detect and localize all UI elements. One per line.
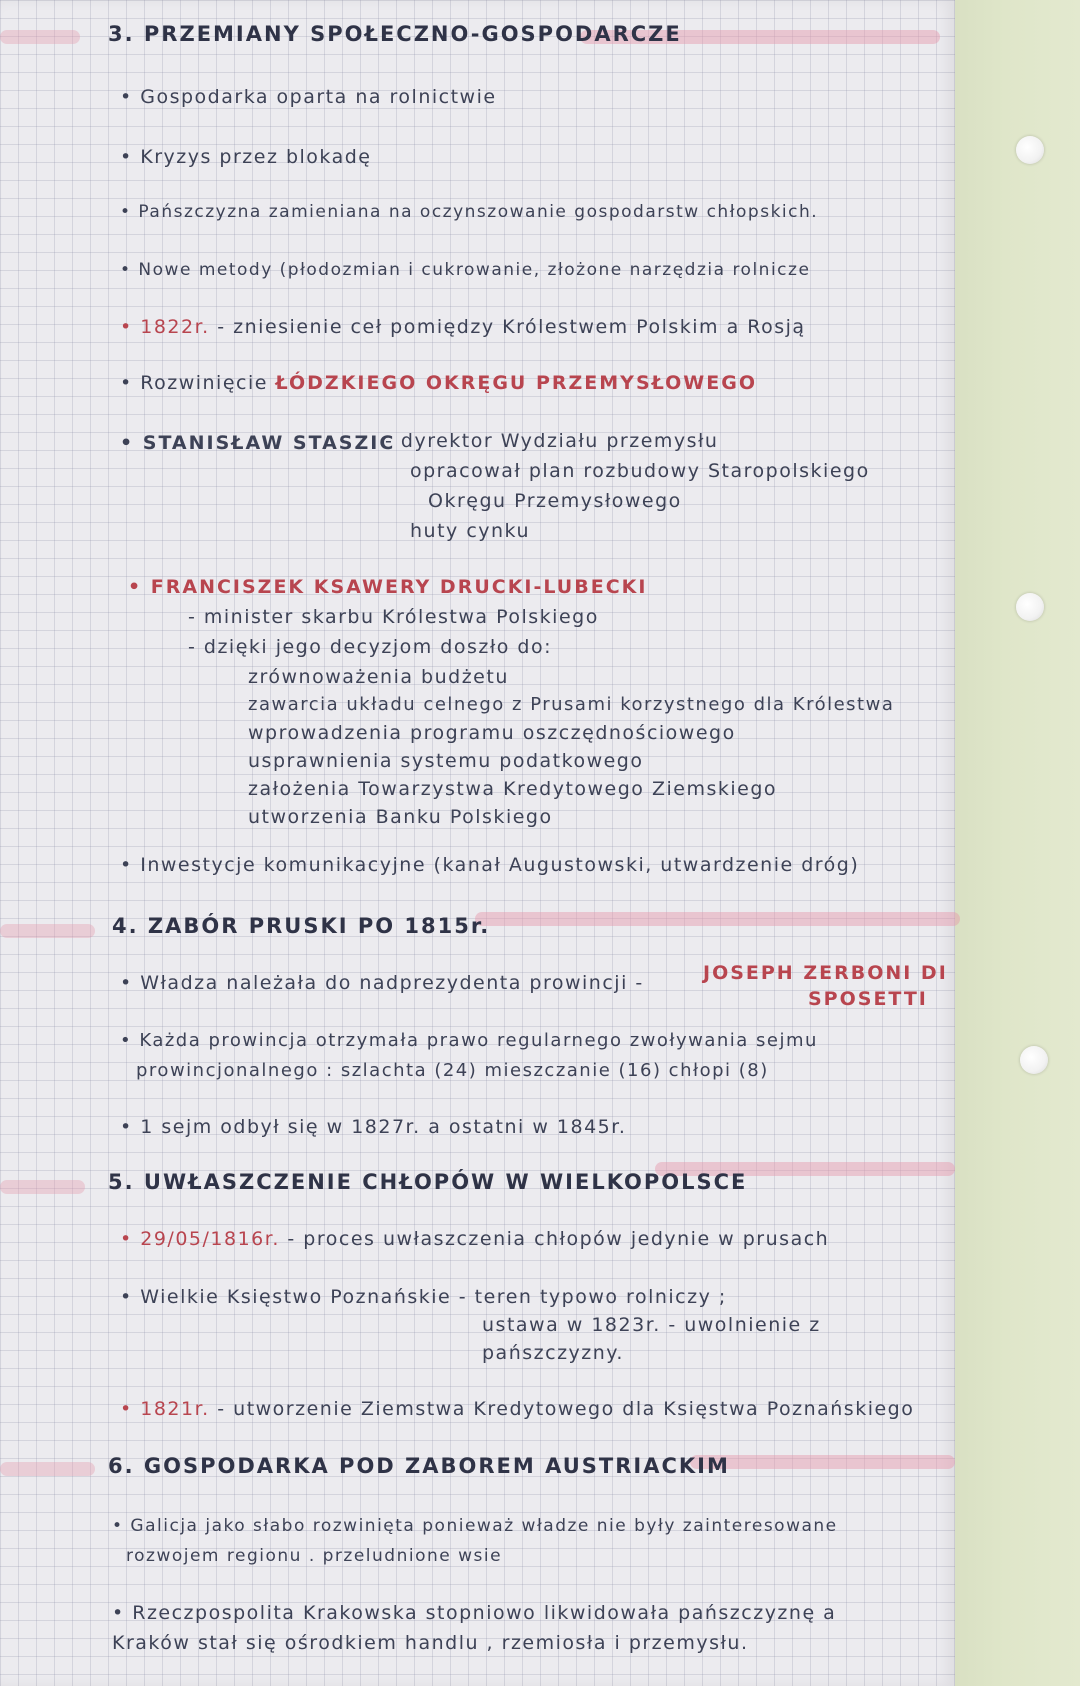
section-3-title: 3. PRZEMIANY SPOŁECZNO-GOSPODARCZE [108,22,682,46]
bullet-text: - proces uwłaszczenia chłopów jedynie w prusach [279,1228,830,1250]
bullet-text: - zniesienie ceł pomiędzy Królestwem Polskim a Rosją [209,316,806,338]
punch-hole [1020,1046,1048,1074]
person-name: SPOSETTI [808,988,928,1010]
bullet-continuation: ustawa w 1823r. - uwolnienie z [482,1314,821,1336]
section-5-title: 5. UWŁASZCZENIE CHŁOPÓW W WIELKOPOLSCE [108,1170,748,1194]
punch-hole [1016,593,1044,621]
bullet-text: - utworzenie Ziemstwa Kredytowego dla Księstwa Poznańskiego [209,1398,915,1420]
bullet-continuation: prowincjonalnego : szlachta (24) mieszczanie (16) chłopi (8) [136,1060,769,1081]
bullet [120,1398,914,1420]
bullet: • Władza należała do nadprezydenta prowincji - [120,972,644,994]
bullet: • Każda prowincja otrzymała prawo regularnego zwoływania sejmu [120,1030,818,1051]
bullet: • Pańszczyzna zamieniana na oczynszowanie gospodarstw chłopskich. [120,202,819,222]
note-line: usprawnienia systemu podatkowego [248,750,644,772]
bullet: • 1 sejm odbył się w 1827r. a ostatni w 1845r. [120,1116,627,1138]
note-line: - minister skarbu Królestwa Polskiego [188,606,599,628]
highlight-stroke [475,912,960,926]
bullet-name: ŁÓDZKIEGO OKRĘGU PRZEMYSŁOWEGO [275,372,757,394]
person-name: • FRANCISZEK KSAWERY DRUCKI-LUBECKI [128,576,648,598]
bullet: • Rzeczpospolita Krakowska stopniowo likwidowała pańszczyznę a [112,1602,837,1624]
bullet-continuation: rozwojem regionu . przeludnione wsie [126,1546,503,1566]
bullet: • Inwestycje komunikacyjne (kanał Augustowski, utwardzenie dróg) [120,854,860,876]
bullet: • Kryzys przez blokadę [120,146,372,168]
margin-strip [955,0,1080,1686]
highlight-stroke [0,1462,95,1476]
bullet: • Galicja jako słabo rozwinięta ponieważ władze nie były zainteresowane [112,1516,838,1536]
bullet: • Nowe metody (płodozmian i cukrowanie, złożone narzędzia rolnicze [120,260,811,280]
highlight-stroke [0,1180,85,1194]
bullet-lead: • Rozwinięcie [120,372,268,394]
highlight-stroke [0,30,80,44]
bullet: • Wielkie Księstwo Poznańskie - teren typowo rolniczy ; [120,1286,727,1308]
person-name: • STANISŁAW STASZIC [120,432,396,454]
note-line: - dzięki jego decyzjom doszło do: [188,636,552,658]
note-line: - dyrektor Wydziału przemysłu [385,430,719,452]
section-6-title: 6. GOSPODARKA POD ZABOREM AUSTRIACKIM [108,1454,730,1478]
highlight-stroke [0,924,95,938]
bullet [120,316,806,338]
bullet-date: • 1822r. [120,316,210,338]
note-line: huty cynku [410,520,531,542]
note-line: założenia Towarzystwa Kredytowego Ziemskiego [248,778,778,800]
bullet-continuation: Kraków stał się ośrodkiem handlu , rzemiosła i przemysłu. [112,1632,749,1654]
note-line: zrównoważenia budżetu [248,666,509,688]
punch-hole [1016,136,1044,164]
bullet-date: • 29/05/1816r. [120,1228,280,1250]
bullet-date: • 1821r. [120,1398,210,1420]
bullet-continuation: pańszczyzny. [482,1342,624,1364]
note-line: utworzenia Banku Polskiego [248,806,553,828]
note-line: Okręgu Przemysłowego [428,490,682,512]
section-4-title: 4. ZABÓR PRUSKI PO 1815r. [112,914,491,938]
note-line: opracował plan rozbudowy Staropolskiego [410,460,870,482]
bullet [120,1228,829,1250]
note-line: zawarcia układu celnego z Prusami korzystnego dla Królestwa [248,694,895,715]
note-line: wprowadzenia programu oszczędnościowego [248,722,736,744]
bullet: • Gospodarka oparta na rolnictwie [120,86,497,108]
person-name: JOSEPH ZERBONI DI [703,962,948,984]
bullet [120,372,757,394]
